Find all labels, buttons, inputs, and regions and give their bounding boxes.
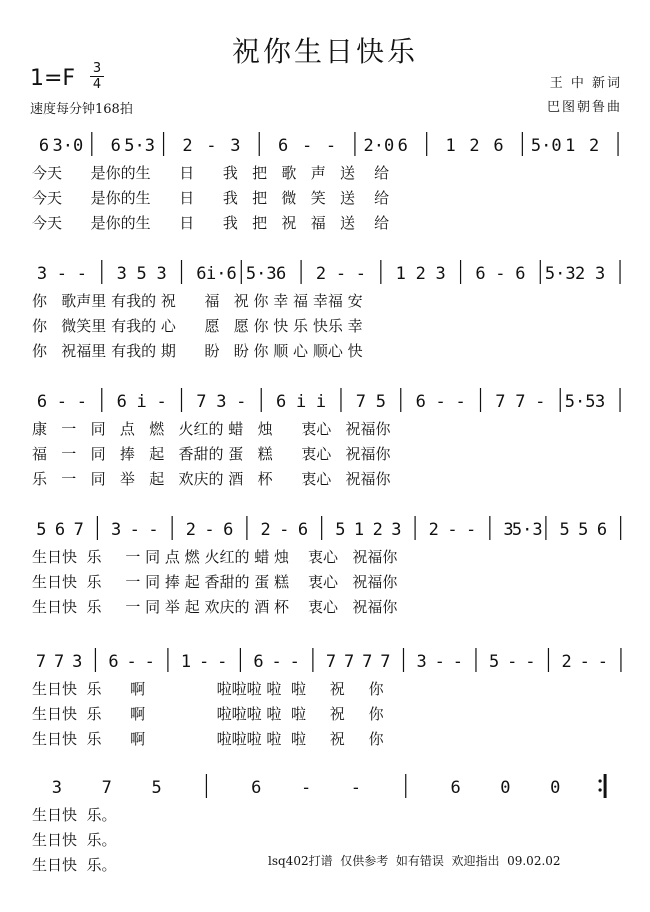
- note: 5: [488, 652, 500, 672]
- note: 5·3: [511, 520, 543, 540]
- note: 6: [36, 392, 48, 412]
- note: 2: [588, 136, 600, 156]
- note: 5: [151, 778, 162, 798]
- dash-extension: -: [199, 652, 210, 672]
- note: 7: [355, 392, 367, 412]
- note: 6: [110, 136, 121, 156]
- lyric-line: 生日快 乐 一 同 捧 起 香甜的 蛋 糕 衷心 祝福你: [32, 573, 398, 591]
- dash-extension: -: [301, 136, 313, 156]
- dash-extension: -: [535, 392, 546, 412]
- note: 2: [260, 520, 271, 540]
- note: 6: [415, 392, 426, 412]
- note: 2: [575, 264, 586, 284]
- notation-line: [32, 772, 632, 800]
- lyric-line: 生日快 乐 一 同 举 起 欢庆的 酒 杯 衷心 祝福你: [32, 598, 398, 616]
- dash-extension: -: [289, 652, 300, 672]
- note: 6: [278, 136, 289, 156]
- note: 6: [54, 520, 66, 540]
- note: 5: [36, 520, 47, 540]
- dash-extension: -: [271, 652, 282, 672]
- dash-extension: -: [452, 652, 463, 672]
- note: 7: [343, 652, 355, 672]
- note: 6: [116, 392, 127, 412]
- note: 2: [415, 264, 426, 284]
- dash-extension: -: [279, 520, 290, 540]
- note: 3: [110, 520, 122, 540]
- dash-extension: -: [129, 520, 140, 540]
- song-title: 祝你生日快乐: [231, 35, 418, 68]
- dash-extension: -: [355, 264, 367, 284]
- dash-extension: -: [335, 264, 347, 284]
- note: 7: [325, 652, 337, 672]
- dash-extension: -: [447, 520, 458, 540]
- note: 3: [156, 264, 167, 284]
- notation-line: [32, 258, 632, 286]
- note: 5: [578, 520, 589, 540]
- note: 2: [185, 520, 196, 540]
- note: 6: [276, 392, 287, 412]
- repeat-dot: [598, 788, 601, 791]
- dash-extension: -: [126, 652, 137, 672]
- notation-line: [32, 130, 632, 158]
- note: 7: [101, 778, 112, 798]
- dash-extension: -: [525, 652, 536, 672]
- lyric-line: 福 一 同 捧 起 香甜的 蛋 糕 衷心 祝福你: [32, 445, 391, 463]
- note: 2·0: [363, 136, 395, 156]
- lyricist-credit: 王 中 新词: [549, 76, 622, 91]
- notation-line: [32, 386, 632, 414]
- note: 2: [561, 652, 572, 672]
- note: 5: [375, 392, 386, 412]
- note: 5·3: [544, 264, 576, 284]
- note: i: [315, 392, 327, 412]
- note: 6: [253, 652, 264, 672]
- lyric-line: 今天 是你的生 日 我 把 祝 福 送 给: [32, 214, 390, 232]
- note: 3: [230, 136, 241, 156]
- dash-extension: -: [236, 392, 247, 412]
- score-system: [0, 646, 650, 786]
- lyric-line: 康 一 同 点 燃 火红的 蜡 烛 衷心 祝福你: [32, 420, 391, 438]
- note: 7: [362, 652, 373, 672]
- dash-extension: -: [76, 392, 87, 412]
- note: 6: [38, 136, 50, 156]
- dash-extension: -: [156, 392, 167, 412]
- dash-extension: -: [300, 778, 312, 798]
- dash-extension: -: [217, 652, 228, 672]
- dash-extension: -: [325, 136, 337, 156]
- lyric-line: 生日快 乐 啊 啦啦啦 啦 啦 祝 你: [32, 680, 384, 698]
- note: 2: [428, 520, 439, 540]
- note: 7: [196, 392, 207, 412]
- composer-credit: 巴图朝鲁曲: [546, 100, 622, 115]
- notation-svg: [32, 130, 632, 158]
- note: 2: [182, 136, 193, 156]
- lyric-line: 生日快 乐。: [32, 831, 117, 849]
- lyric-line: 生日快 乐。: [32, 856, 117, 874]
- dash-extension: -: [507, 652, 518, 672]
- note: 6: [450, 778, 461, 798]
- dash-extension: -: [148, 520, 159, 540]
- note: 5: [559, 520, 570, 540]
- note: 3: [435, 264, 446, 284]
- transcriber-note: lsq402打谱 仅供参考 如有错误 欢迎指出 09.02.02: [268, 854, 561, 868]
- note: 1: [180, 652, 192, 672]
- note: 5: [136, 264, 147, 284]
- note: 3: [503, 520, 514, 540]
- lyric-line: 生日快 乐 啊 啦啦啦 啦 啦 祝 你: [32, 730, 384, 748]
- notation-svg: [32, 258, 632, 286]
- notation-svg: [32, 646, 632, 674]
- dash-extension: -: [204, 520, 215, 540]
- lyric-line: 你 祝福里 有我的 期 盼 盼 你 顺 心 顺心 快: [32, 342, 363, 360]
- note: 7: [495, 392, 506, 412]
- lyric-line: 今天 是你的生 日 我 把 歌 声 送 给: [32, 164, 390, 182]
- note: 3: [116, 264, 127, 284]
- note: 6: [276, 264, 287, 284]
- note: 7: [380, 652, 391, 672]
- note: 6: [596, 520, 608, 540]
- note: 6: [475, 264, 486, 284]
- lyric-line: 今天 是你的生 日 我 把 微 笑 送 给: [32, 189, 390, 207]
- note: 6: [515, 264, 526, 284]
- score-system: [0, 386, 650, 526]
- key-signature: 1=F: [30, 66, 76, 91]
- note: 2: [372, 520, 383, 540]
- note: 0: [500, 778, 511, 798]
- dash-extension: -: [56, 264, 68, 284]
- note: 1: [445, 136, 456, 156]
- note: 5: [335, 520, 346, 540]
- note: 3: [594, 392, 606, 412]
- note: 3: [594, 264, 606, 284]
- note: 6: [297, 520, 309, 540]
- note: 1: [353, 520, 365, 540]
- notation-svg: [32, 386, 632, 414]
- notation-line: [32, 514, 632, 542]
- note: 6: [493, 136, 504, 156]
- note: 2: [469, 136, 480, 156]
- tempo-marking: 速度每分钟168拍: [30, 102, 133, 117]
- note: 6: [397, 136, 408, 156]
- score-system: [0, 258, 650, 398]
- note: 7: [515, 392, 526, 412]
- dash-extension: -: [466, 520, 477, 540]
- score-system: [0, 772, 650, 912]
- note: 5·0: [530, 136, 562, 156]
- dash-extension: -: [434, 652, 445, 672]
- note: 0: [550, 778, 561, 798]
- lyric-line: 乐 一 同 举 起 欢庆的 酒 杯 衷心 祝福你: [32, 470, 391, 488]
- notation-svg: [32, 514, 632, 542]
- lyric-line: 你 歌声里 有我的 祝 福 祝 你 幸 福 幸福 安: [32, 292, 363, 310]
- note: 3: [36, 264, 48, 284]
- note: 6: [196, 264, 207, 284]
- note: 7: [73, 520, 84, 540]
- note: 1: [565, 136, 576, 156]
- dash-extension: -: [495, 264, 506, 284]
- score-system: [0, 514, 650, 654]
- note: 5·3: [245, 264, 277, 284]
- note: 7: [35, 652, 47, 672]
- note: 3: [72, 652, 83, 672]
- note: 2: [315, 264, 327, 284]
- dash-extension: -: [455, 392, 466, 412]
- dash-extension: -: [206, 136, 217, 156]
- dash-extension: -: [144, 652, 155, 672]
- lyric-line: 你 微笑里 有我的 心 愿 愿 你 快 乐 快乐 幸: [32, 317, 363, 335]
- note: 1: [395, 264, 406, 284]
- time-sig-top: 3: [92, 61, 102, 76]
- repeat-dot: [598, 779, 601, 782]
- note: i: [295, 392, 307, 412]
- dash-extension: -: [597, 652, 608, 672]
- note: 6: [251, 778, 262, 798]
- score-system: [0, 130, 650, 270]
- dash-extension: -: [76, 264, 87, 284]
- note: 5·5: [564, 392, 596, 412]
- note: 3·0: [52, 136, 84, 156]
- lyric-line: 生日快 乐 一 同 点 燃 火红的 蜡 烛 衷心 祝福你: [32, 548, 398, 566]
- note: 5·3: [124, 136, 155, 156]
- note: 6: [108, 652, 119, 672]
- note: 7: [54, 652, 65, 672]
- time-sig-bottom: 4: [92, 77, 102, 92]
- note: 3: [216, 392, 227, 412]
- note: 6: [223, 520, 234, 540]
- note: 3: [51, 778, 63, 798]
- notation-line: [32, 646, 632, 674]
- lyric-line: 生日快 乐 啊 啦啦啦 啦 啦 祝 你: [32, 705, 384, 723]
- dash-extension: -: [435, 392, 446, 412]
- dash-extension: -: [350, 778, 362, 798]
- lyric-line: 生日快 乐。: [32, 806, 117, 824]
- note: i·6: [206, 264, 237, 284]
- note: i: [136, 392, 147, 412]
- time-signature: [90, 62, 104, 91]
- dash-extension: -: [579, 652, 590, 672]
- dash-extension: -: [56, 392, 68, 412]
- notation-svg: [32, 772, 632, 800]
- note: 3: [416, 652, 427, 672]
- note: 3: [391, 520, 402, 540]
